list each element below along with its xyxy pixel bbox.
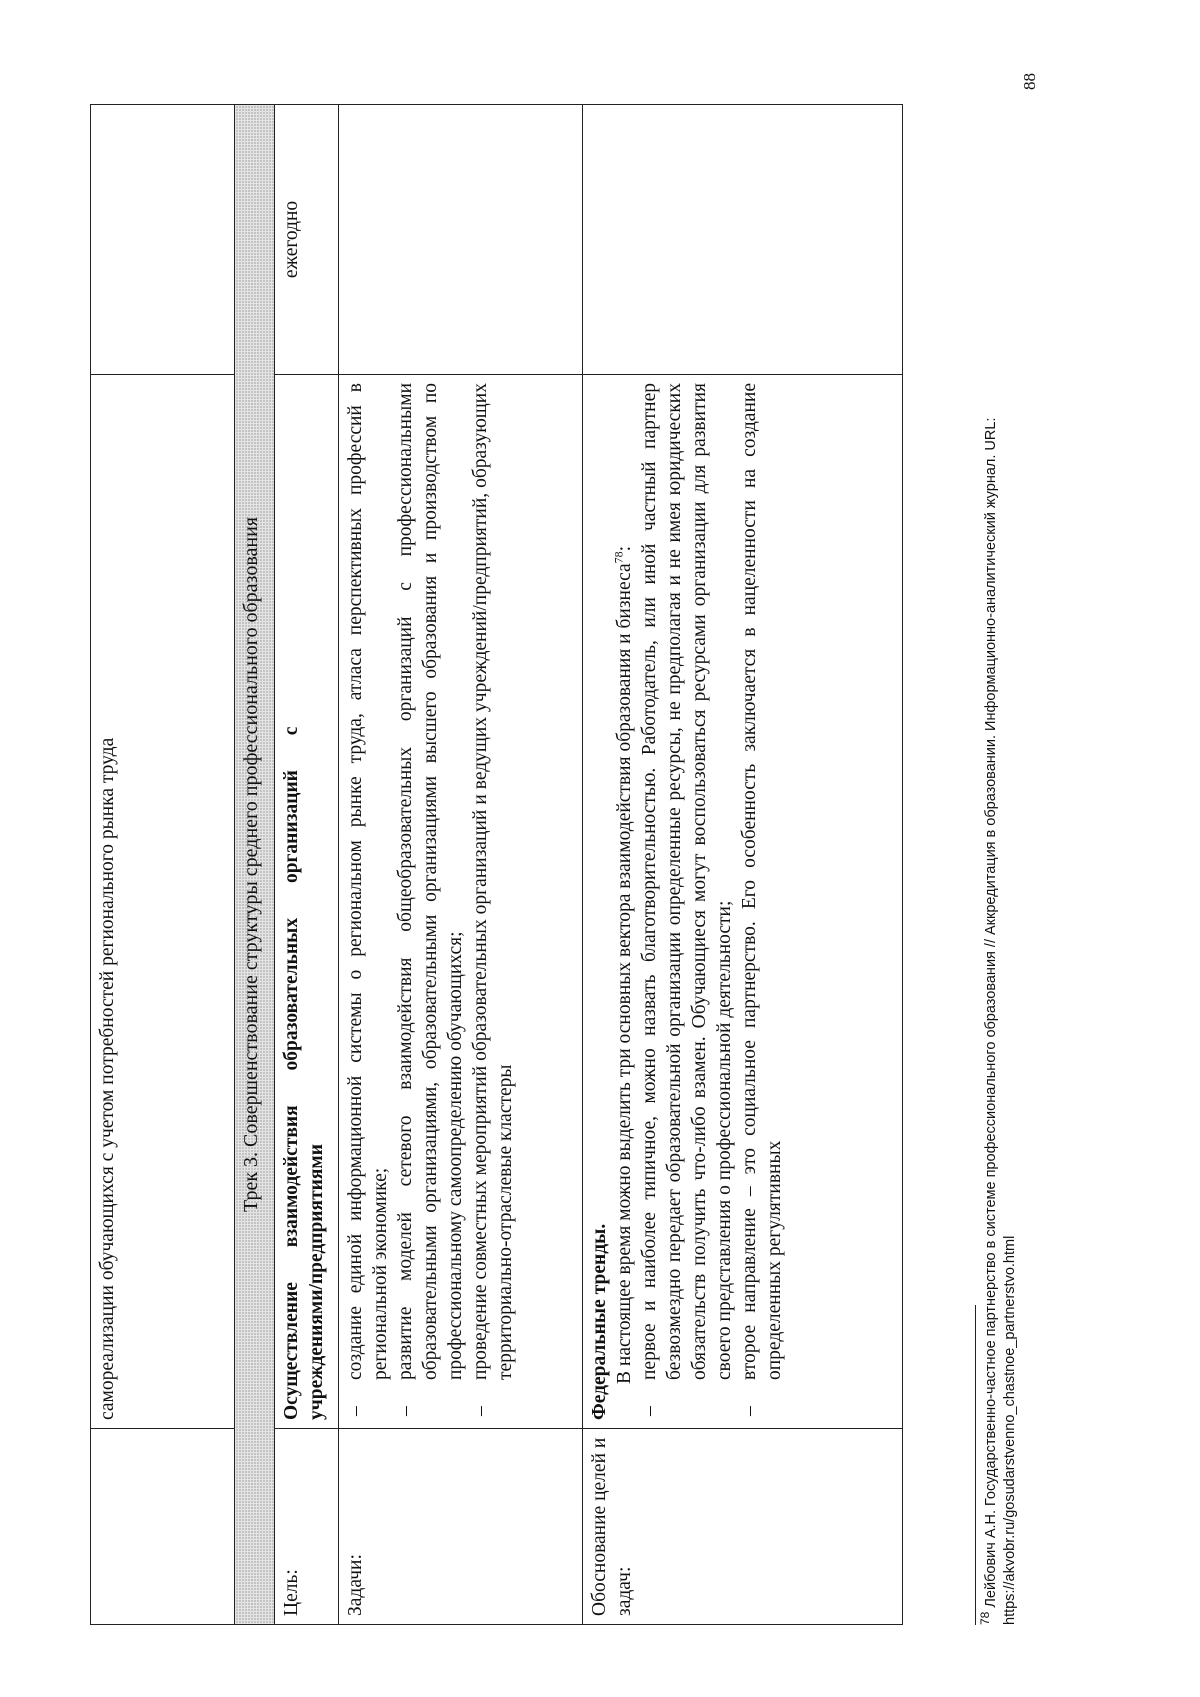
rationale-term-cell xyxy=(583,105,903,375)
task-item: – создание единой информационной системы о региональном рынке труда, атласа перспективных профессий в региональной экономике; xyxy=(345,383,391,1416)
goal-cell xyxy=(275,375,339,1429)
rotated-page xyxy=(45,28,1045,1625)
continuation-text: самореализации обучающихся с учетом потребностей регионального рынка труда xyxy=(97,737,118,1420)
footnote-ref: 78 xyxy=(611,551,626,564)
footnote xyxy=(978,85,1020,1625)
rationale-intro: В настоящее время можно выделить три основных вектора взаимодействия образования и бизнеса$^{78}$: xyxy=(611,545,635,1384)
rationale-item: – второе направление – это социальное партнерство. Его особенность заключается в нацеленности на создание определенных регулятивных xyxy=(739,383,785,1416)
tasks-label: Задачи: xyxy=(339,1429,583,1625)
goal-label: Цель: xyxy=(275,1429,339,1625)
plan-table xyxy=(90,104,903,1625)
track-row xyxy=(235,105,275,1625)
rationale-item: – первое и наиболее типичное, можно назвать благотворительностью. Работодатель, или иной частный партнер безвозмездно передает образовательной организации определенные ресурсы, не предполагая и не имея юридических обязательств получить что-либо взамен. Обучающиеся могут воспользоваться ресурсами организации для развития своего представления о профессиональной деятельности; xyxy=(639,383,735,1416)
rationale-label: Обоснование целей и задач: xyxy=(583,1429,903,1625)
footnote-number: 78 xyxy=(978,1611,993,1625)
page-number: 88 xyxy=(1020,73,1039,90)
task-item: – развитие моделей сетевого взаимодействия общеобразовательных организаций с профессиональными образовательными организациями, образовательными организациями высшего образования и производством по профессиональному самоопределению обучающихся; xyxy=(395,383,466,1416)
goal-term: ежегодно xyxy=(275,105,339,375)
rationale-row xyxy=(583,105,903,1625)
goal-text-line2: учреждениями/предприятиями xyxy=(306,1144,327,1420)
empty-term-cell xyxy=(91,105,235,375)
footnote-separator xyxy=(975,1305,976,1625)
empty-label-cell xyxy=(91,1429,235,1625)
task-item: – проведение совместных мероприятий образовательных организаций и ведущих учреждений/предприятий, образующих территориально-отраслевые кластеры xyxy=(470,383,516,1416)
tasks-term-cell xyxy=(339,105,583,375)
continuation-cell xyxy=(91,375,235,1429)
footnote-text: Лейбович А.Н. Государственно-частное партнерство в системе профессионального образования // Аккредитация в образовании. Информационно-аналитический журнал. URL: https://akvobr.ru/gosudarstvenno_chastnoe_partnerstvo.html xyxy=(983,417,1018,1625)
tasks-cell xyxy=(339,375,583,1429)
tasks-row xyxy=(339,105,583,1625)
continuation-row xyxy=(91,105,235,1625)
goal-row xyxy=(275,105,339,1625)
track-title: Трек 3. Совершенствование структуры среднего профессионального образования xyxy=(235,105,275,1625)
goal-text-line1-content: Осуществление взаимодействия образовательных организаций с xyxy=(281,726,302,1420)
rationale-heading: Федеральные тренды. xyxy=(589,1223,610,1420)
goal-text-line1 xyxy=(279,383,304,1420)
rationale-cell xyxy=(583,375,903,1429)
